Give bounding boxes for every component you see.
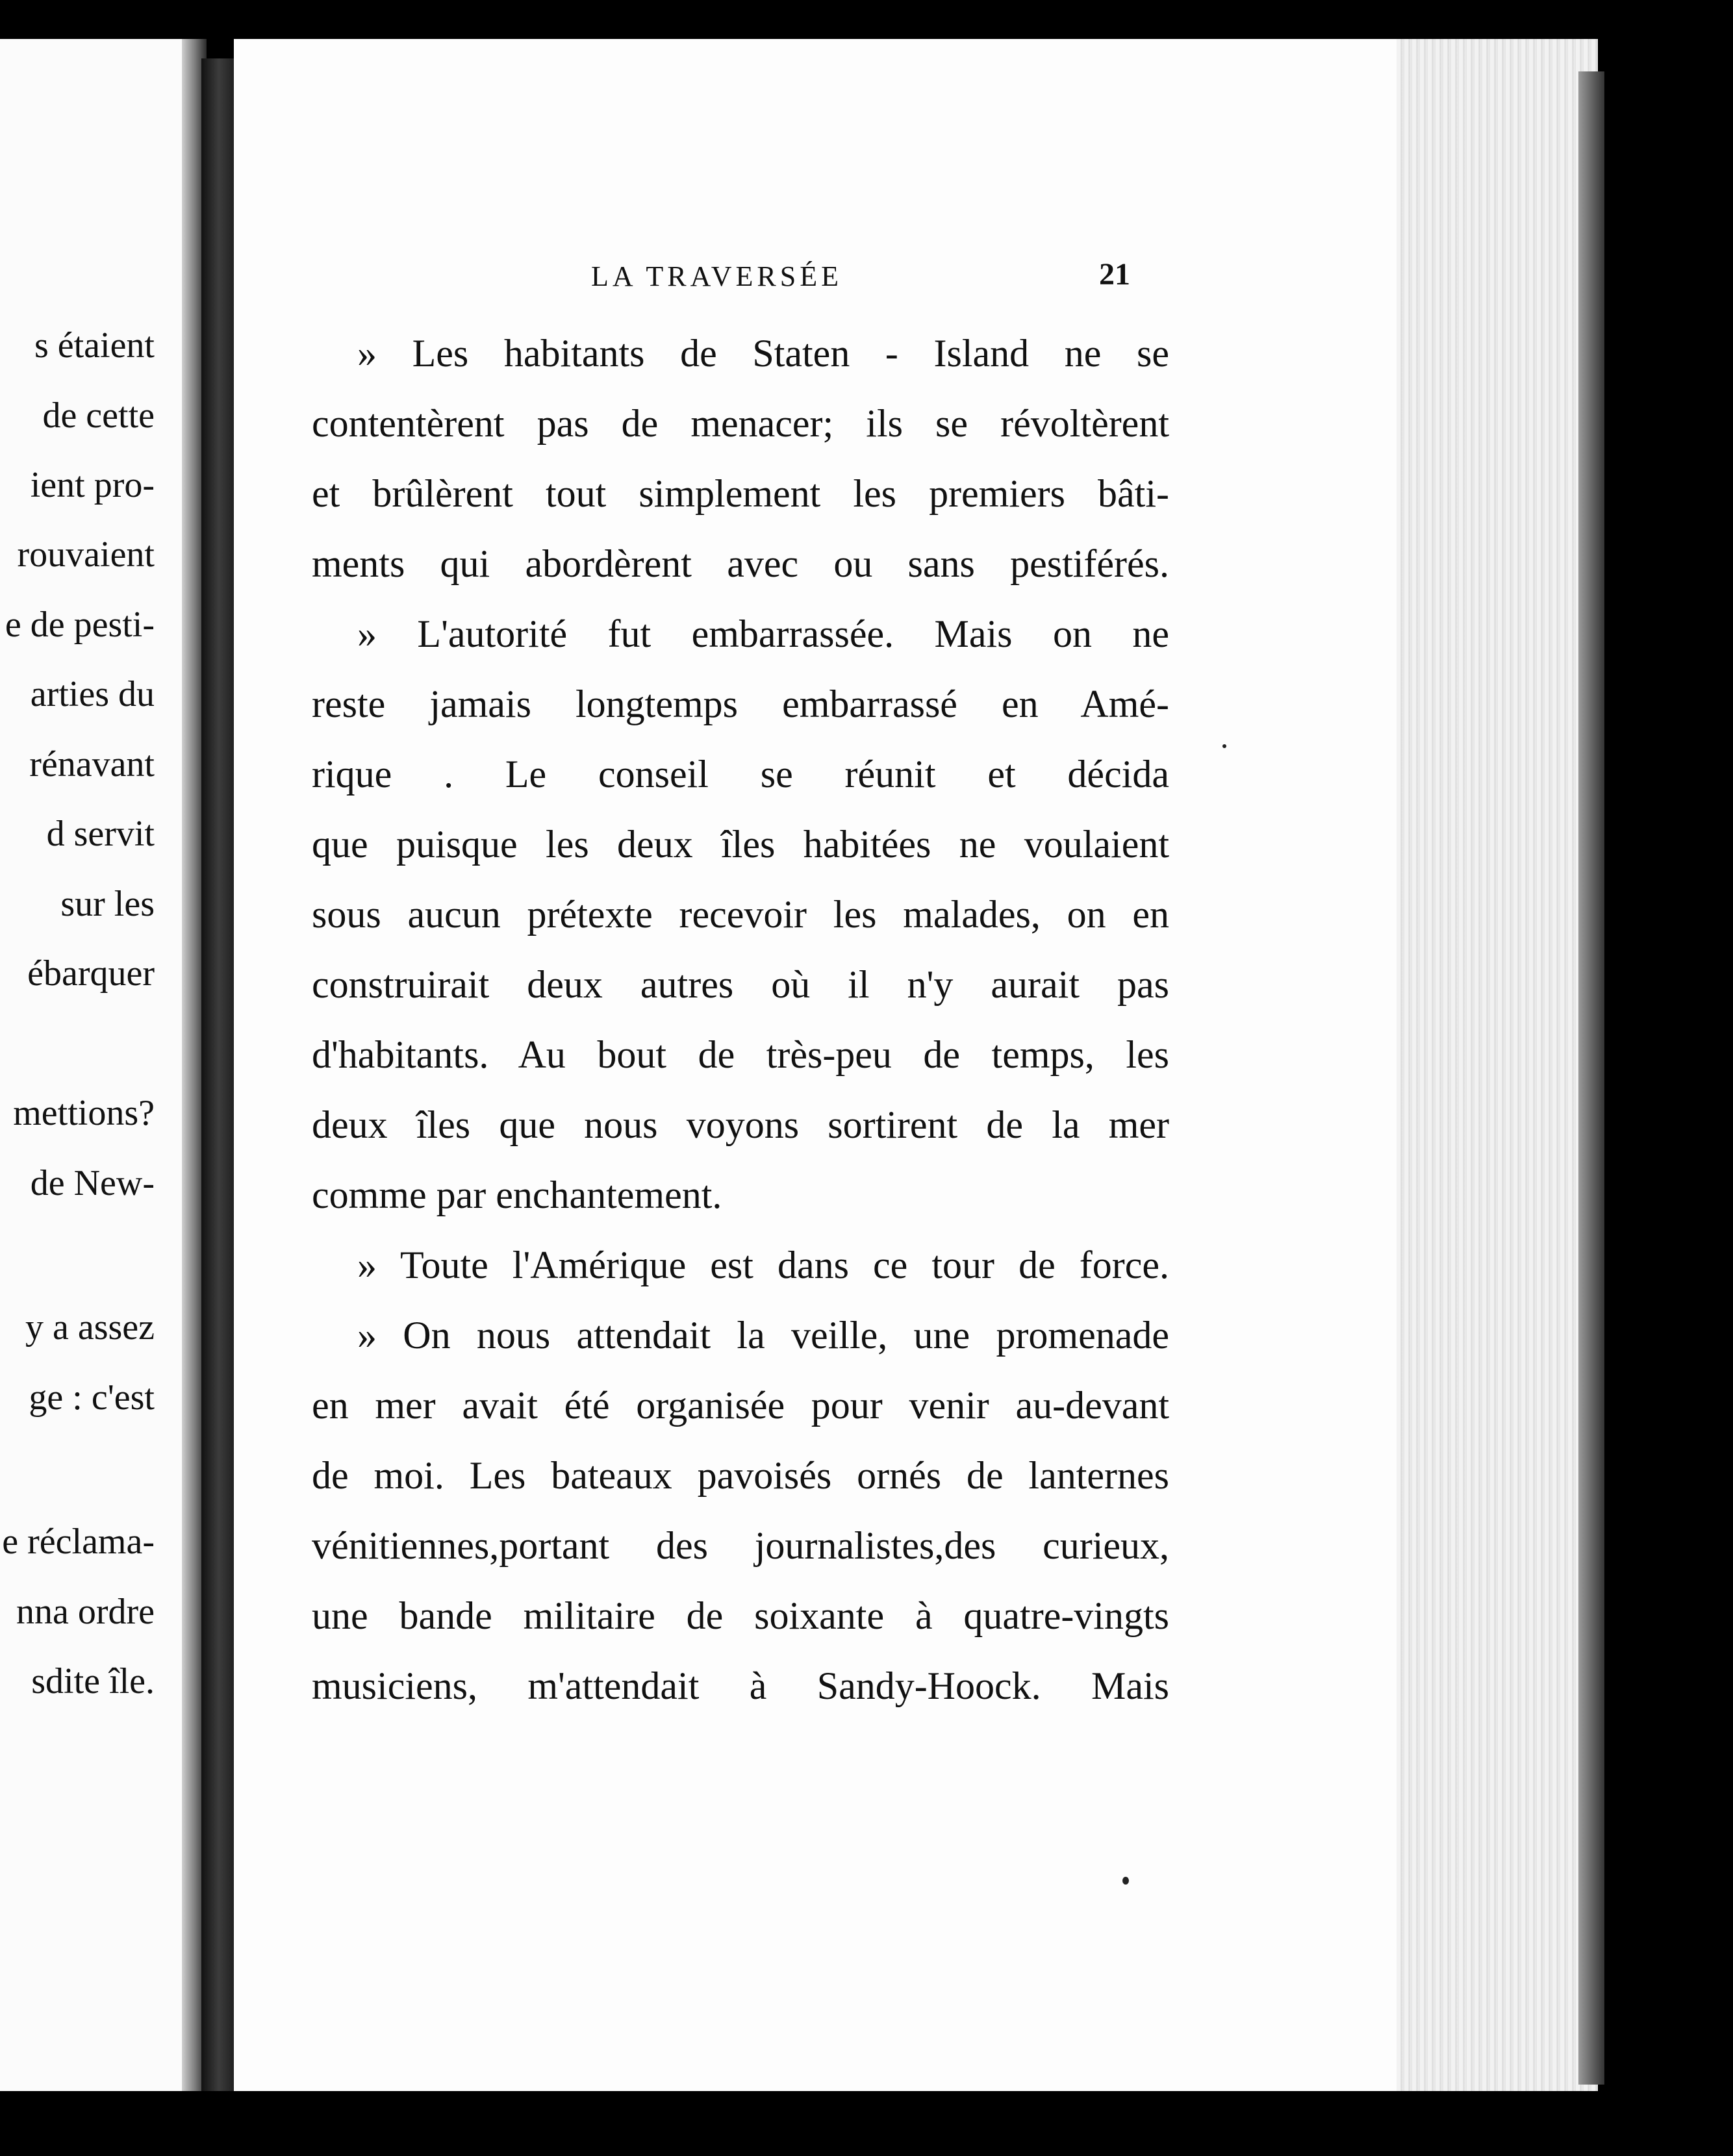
running-head: LA TRAVERSÉE (591, 260, 842, 292)
left-line: mettions? (13, 1093, 155, 1133)
left-line: d servit (46, 814, 155, 854)
left-line: ient pro- (30, 465, 155, 505)
text-line: que puisque les deux îles habitées ne voulaient (312, 823, 1169, 866)
page-edge (1397, 39, 1598, 2091)
dust-speck (1122, 1877, 1129, 1885)
text-line: reste jamais longtemps embarrassé en Amé- (312, 683, 1169, 725)
text-line: » On nous attendait la veille, une promenade (357, 1314, 1169, 1357)
text-line: en mer avait été organisée pour venir au-devant (312, 1384, 1169, 1427)
text-line: » Toute l'Amérique est dans ce tour de force. (357, 1244, 1169, 1286)
left-line: rénavant (29, 744, 155, 784)
page-edge-shadow (1578, 71, 1604, 2085)
left-line: s étaient (34, 325, 155, 366)
text-line: de moi. Les bateaux pavoisés ornés de lanternes (312, 1454, 1169, 1497)
page-number: 21 (1099, 257, 1130, 292)
left-line: sdite île. (31, 1661, 155, 1701)
text-line: rique . Le conseil se réunit et décida (312, 753, 1169, 796)
left-line: ébarquer (27, 953, 155, 994)
text-line: ments qui abordèrent avec ou sans pestiférés. (312, 542, 1169, 585)
text-line: musiciens, m'attendait à Sandy-Hoock. Mais (312, 1664, 1169, 1707)
text-line: sous aucun prétexte recevoir les malades, on en (312, 893, 1169, 936)
text-line: comme par enchantement. (312, 1173, 722, 1216)
text-line: » Les habitants de Staten - Island ne se (357, 332, 1169, 375)
left-line: de cette (42, 395, 155, 436)
text-line: d'habitants. Au bout de très-peu de temps, les (312, 1033, 1169, 1076)
left-line: y a assez (25, 1307, 155, 1348)
left-line: arties du (30, 674, 155, 714)
left-page (0, 39, 207, 2091)
left-line: sur les (60, 884, 155, 924)
text-line: » L'autorité fut embarrassée. Mais on ne (357, 612, 1169, 655)
text-line: une bande militaire de soixante à quatre-vingts (312, 1594, 1169, 1637)
left-line: de New- (30, 1163, 155, 1203)
text-line: deux îles que nous voyons sortirent de la mer (312, 1103, 1169, 1146)
dust-speck (1222, 744, 1226, 748)
text-line: et brûlèrent tout simplement les premiers bâti- (312, 472, 1169, 515)
text-line: construirait deux autres où il n'y aurait pas (312, 963, 1169, 1006)
text-line: vénitiennes,portant des journalistes,des curieux, (312, 1524, 1169, 1567)
left-line: e réclama- (2, 1522, 155, 1562)
left-line: e de pesti- (5, 605, 155, 645)
left-line: ge : c'est (29, 1377, 155, 1418)
left-line: nna ordre (16, 1592, 155, 1632)
text-line: contentèrent pas de menacer; ils se révoltèrent (312, 402, 1169, 445)
left-line: rouvaient (17, 534, 155, 575)
